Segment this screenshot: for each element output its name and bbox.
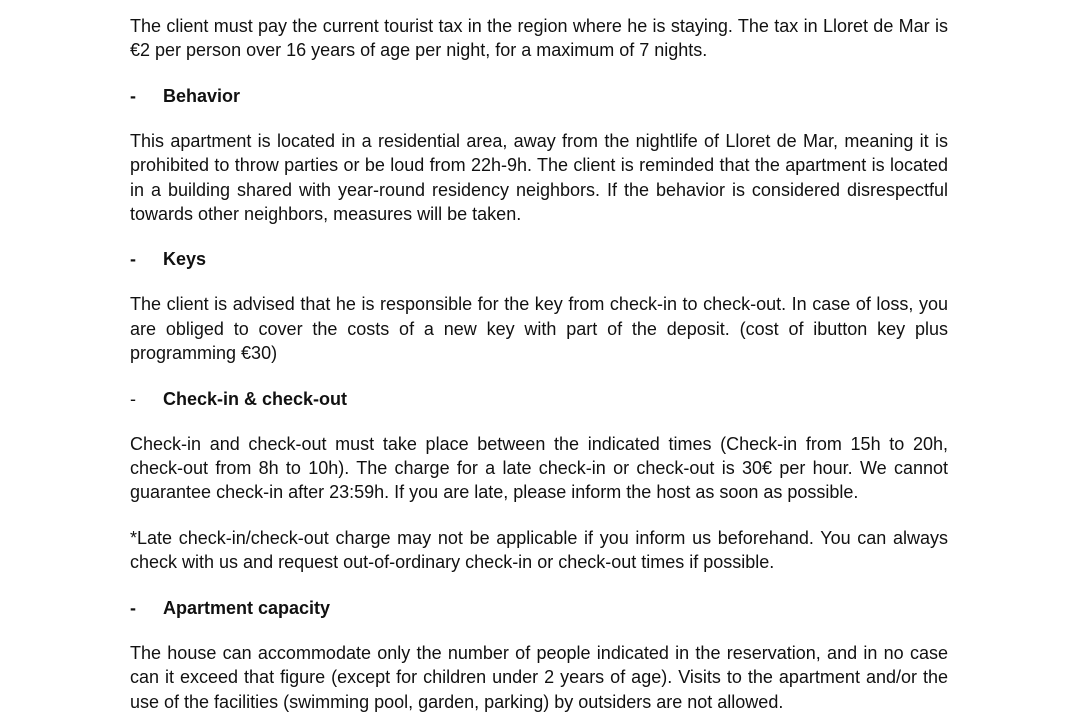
section-heading-keys — [130, 247, 948, 271]
spacer — [130, 108, 948, 129]
late-charge-note-paragraph: *Late check-in/check-out charge may not be applicable if you inform us beforehand. You can always check with us and request out-of-ordinary check-in or check-out times if possible. — [130, 527, 948, 573]
spacer — [130, 411, 948, 432]
bullet-dash: - — [130, 597, 136, 618]
behavior-paragraph: This apartment is located in a residential area, away from the nightlife of Lloret de Mar, meaning it is prohibited to throw parties or be loud from 22h-9h. The client is reminded that the apartment is located in a building shared with year-round residency neighbors. If the behavior is considered disrespectful towards other neighbors, measures will be taken. — [130, 130, 948, 225]
heading-text: Apartment capacity — [163, 597, 331, 618]
spacer — [130, 505, 948, 526]
document-page — [130, 14, 948, 714]
apartment-capacity-paragraph: The house can accommodate only the number of people indicated in the reservation, and in no case can it exceed that figure (except for children under 2 years of age). Visits to the apartment and/or the use of the facilities (swimming pool, garden, parking) by outsiders are not allowed. — [130, 642, 948, 712]
spacer — [130, 366, 948, 387]
heading-text: Check-in & check-out — [163, 388, 348, 409]
spacer — [130, 620, 948, 641]
bullet-dash: - — [130, 388, 136, 409]
spacer — [130, 271, 948, 292]
check-in-out-paragraph: Check-in and check-out must take place between the indicated times (Check-in from 15h to 20h, check-out from 8h to 10h). The charge for a late check-in or check-out is 30€ per hour. We cannot guarantee check-in after 23:59h. If you are late, please inform the host as soon as possible. — [130, 433, 948, 503]
section-heading-behavior — [130, 84, 948, 108]
heading-text: Keys — [163, 249, 207, 270]
spacer — [130, 575, 948, 596]
heading-text: Behavior — [163, 85, 241, 106]
spacer — [130, 63, 948, 84]
section-heading-apartment-capacity — [130, 596, 948, 620]
keys-paragraph: The client is advised that he is responsible for the key from check-in to check-out. In case of loss, you are obliged to cover the costs of a new key with part of the deposit. (cost of ibutton key plus programming €30) — [130, 294, 948, 364]
bullet-dash: - — [130, 85, 136, 106]
tourist-tax-paragraph: The client must pay the current tourist tax in the region where he is staying. The tax in Lloret de Mar is €2 per person over 16 years of age per night, for a maximum of 7 nights. — [130, 16, 948, 61]
spacer — [130, 226, 948, 247]
section-heading-check-in-out — [130, 387, 948, 411]
bullet-dash: - — [130, 249, 136, 270]
